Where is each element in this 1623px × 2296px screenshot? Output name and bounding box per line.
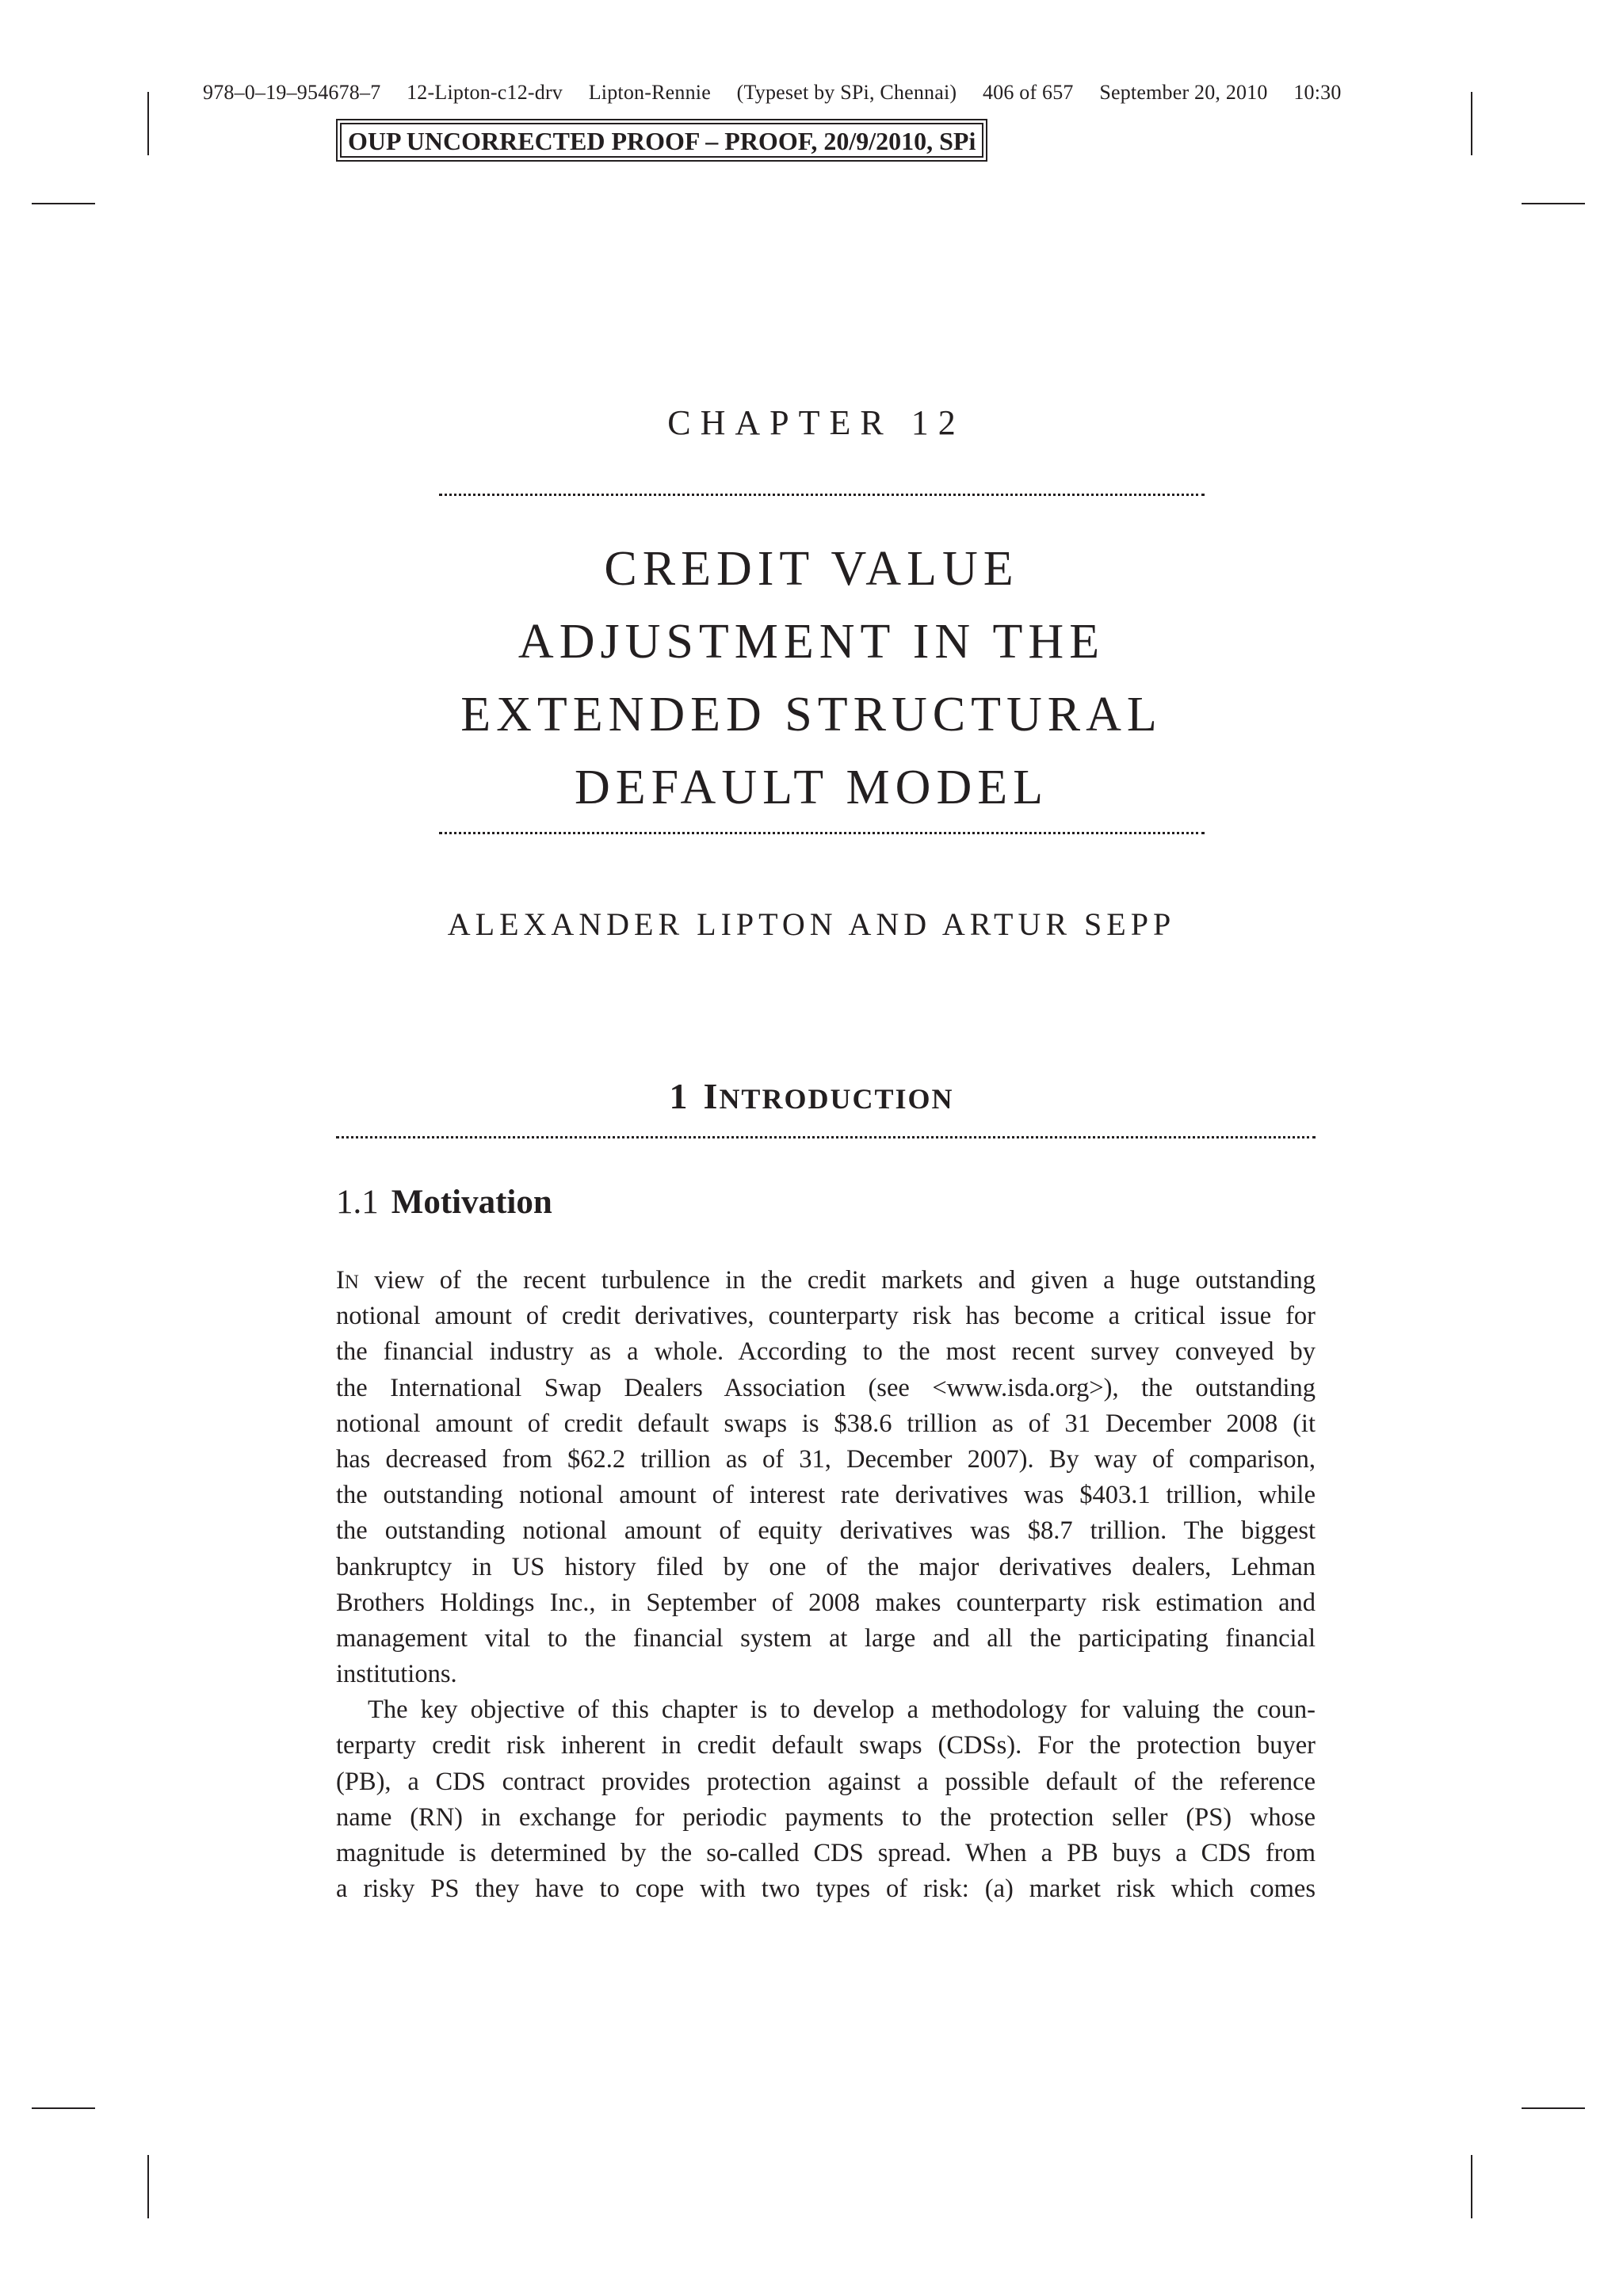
paragraph-line: magnitude is determined by the so-called CDS spread. When a PB buys a CDS from (336, 1839, 1316, 1867)
slug-time: 10:30 (1293, 81, 1342, 104)
paragraph-line: notional amount of credit default swaps is $38.6 trillion as of 31 December 2008 (it (336, 1409, 1316, 1438)
slug-page-count: 406 of 657 (982, 81, 1074, 104)
slug-isbn: 978–0–19–954678–7 (203, 81, 381, 104)
proof-banner-text: OUP UNCORRECTED PROOF – PROOF, 20/9/2010, SPi (340, 123, 983, 158)
title-rule-bottom (439, 832, 1205, 834)
slug-authors: Lipton-Rennie (588, 81, 711, 104)
crop-mark (1471, 2155, 1472, 2218)
crop-mark (1522, 2107, 1585, 2109)
crop-mark (32, 203, 95, 204)
lead-in-small-caps: N (344, 1272, 359, 1293)
crop-mark (1522, 203, 1585, 204)
paragraph-line: bankruptcy in US history filed by one of the major derivatives dealers, Lehman (336, 1552, 1316, 1581)
subsection-title: Motivation (391, 1184, 552, 1221)
paragraph-line: The key objective of this chapter is to develop a methodology for valuing the coun- (368, 1695, 1316, 1725)
crop-mark (147, 92, 149, 155)
paragraph-line: the outstanding notional amount of equity derivatives was $8.7 trillion. The biggest (336, 1516, 1316, 1546)
subsection-heading (336, 1183, 552, 1222)
paragraph-line: IN view of the recent turbulence in the credit markets and given a huge outstanding (336, 1266, 1316, 1295)
crop-mark (147, 2155, 149, 2218)
proof-slug-line (203, 81, 1415, 105)
paragraph-line: management vital to the financial system at large and all the participating financial (336, 1623, 1316, 1653)
crop-mark (1471, 92, 1472, 155)
paragraph-line: notional amount of credit derivatives, counterparty risk has become a critical issue for (336, 1302, 1316, 1331)
chapter-title-line: DEFAULT MODEL (575, 761, 1048, 814)
chapter-title-line: CREDIT VALUE (604, 542, 1019, 596)
paragraph-line: the financial industry as a whole. According to the most recent survey conveyed by (336, 1337, 1316, 1367)
paragraph-line: (PB), a CDS contract provides protection against a possible default of the reference (336, 1767, 1316, 1796)
section-heading (0, 1075, 1623, 1117)
section-title-rest: NTRODUCTION (719, 1083, 954, 1115)
lead-in-initial: I (336, 1266, 345, 1295)
chapter-title-line: EXTENDED STRUCTURAL (460, 688, 1163, 742)
paragraph-line: the outstanding notional amount of interest rate derivatives was $403.1 trillion, while (336, 1481, 1316, 1510)
crop-mark (32, 2107, 95, 2109)
slug-typeset: (Typeset by SPi, Chennai) (736, 81, 957, 104)
proof-banner (336, 119, 987, 162)
chapter-title (336, 532, 1287, 824)
paragraph-line: a risky PS they have to cope with two types of risk: (a) market risk which comes (336, 1875, 1316, 1904)
paragraph-line: institutions. (336, 1660, 457, 1689)
paragraph-line: terparty credit risk inherent in credit default swaps (CDSs). For the protection buyer (336, 1731, 1316, 1760)
subsection-number: 1.1 (336, 1184, 379, 1221)
paragraph-line: the International Swap Dealers Association (see <www.isda.org>), the outstanding (336, 1373, 1316, 1402)
paragraph-line: has decreased from $62.2 trillion as of 31, December 2007). By way of comparison, (336, 1444, 1316, 1474)
body-text (336, 1263, 1316, 1907)
section-title-initial: I (703, 1076, 720, 1116)
paragraph-line: name (RN) in exchange for periodic payments to the protection seller (PS) whose (336, 1802, 1316, 1832)
chapter-authors: ALEXANDER LIPTON AND ARTUR SEPP (447, 906, 1176, 942)
chapter-title-line: ADJUSTMENT IN THE (517, 615, 1106, 669)
slug-file: 12-Lipton-c12-drv (407, 81, 563, 104)
section-rule (336, 1136, 1316, 1138)
chapter-label: CHAPTER 12 (667, 403, 965, 442)
title-rule-top (439, 494, 1205, 496)
slug-date: September 20, 2010 (1099, 81, 1268, 104)
section-number: 1 (669, 1076, 689, 1116)
paragraph-line: Brothers Holdings Inc., in September of 2008 makes counterparty risk estimation and (336, 1588, 1316, 1617)
